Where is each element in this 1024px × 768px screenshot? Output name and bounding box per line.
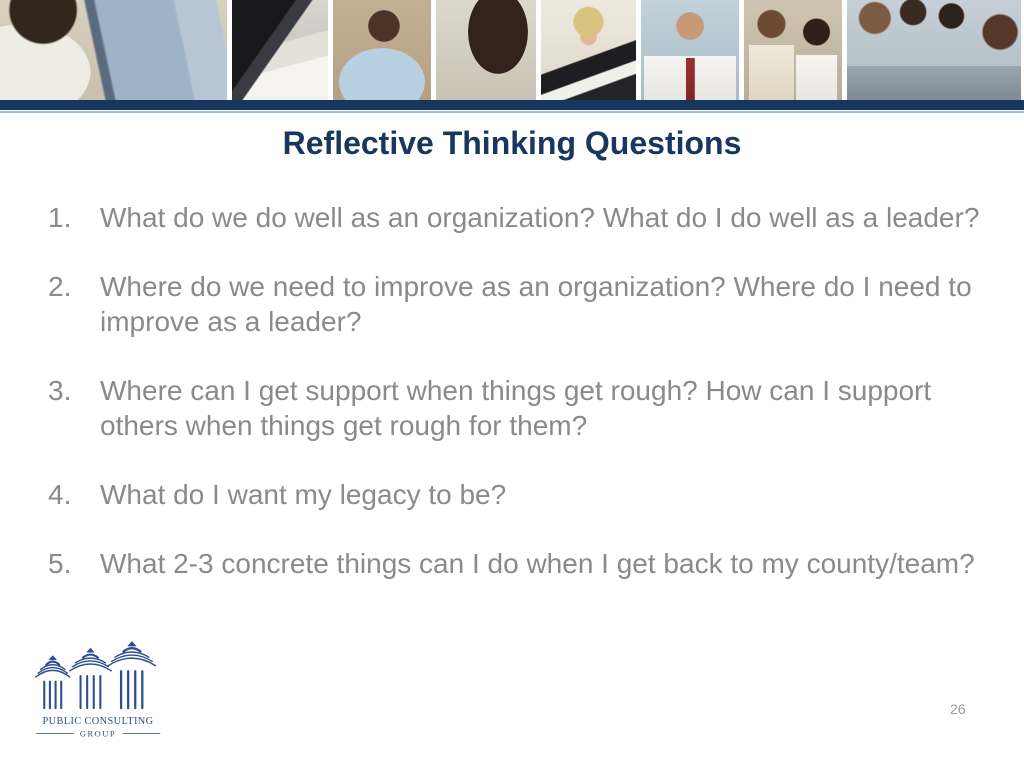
question-item: [48, 373, 998, 443]
question-item: [48, 269, 998, 339]
photo-smiling-woman: [541, 0, 636, 100]
photo-woman-conversation: [436, 0, 536, 100]
question-text: What do we do well as an organization? What do I do well as a leader?: [100, 202, 980, 233]
question-text: What do I want my legacy to be?: [100, 479, 507, 510]
pcg-logo: [32, 640, 164, 748]
question-number: 3.: [48, 375, 72, 406]
logo-wordmark-line2: GROUP: [79, 728, 117, 739]
question-item: [48, 546, 998, 581]
page-number: 26: [950, 701, 966, 717]
photo-colleagues-talking: [744, 0, 842, 100]
header-divider-accent-line: [0, 111, 1024, 113]
header-divider-bar: [0, 100, 1024, 110]
question-item: [48, 200, 998, 235]
slide-title: Reflective Thinking Questions: [282, 125, 742, 161]
question-number: 1.: [48, 202, 72, 233]
question-list: [48, 200, 998, 615]
question-text: Where do we need to improve as an organization? Where do I need to improve as a leader?: [100, 271, 972, 337]
photo-hands-signing: [232, 0, 328, 100]
header-photo-collage: [0, 0, 1024, 100]
question-text: What 2-3 concrete things can I do when I get back to my county/team?: [100, 548, 975, 579]
question-text: Where can I get support when things get rough? How can I support others when things get rough for them?: [100, 375, 932, 441]
photo-team-meeting: [847, 0, 1021, 100]
photo-smiling-man: [333, 0, 431, 100]
question-number: 4.: [48, 479, 72, 510]
question-item: [48, 477, 998, 512]
logo-wordmark-line1: PUBLIC CONSULTING: [42, 716, 154, 728]
question-number: 2.: [48, 271, 72, 302]
question-number: 5.: [48, 548, 72, 579]
pcg-logo-graphic: [32, 640, 164, 746]
photo-man-at-laptop: [0, 0, 227, 100]
photo-man-red-tie: [641, 0, 739, 100]
